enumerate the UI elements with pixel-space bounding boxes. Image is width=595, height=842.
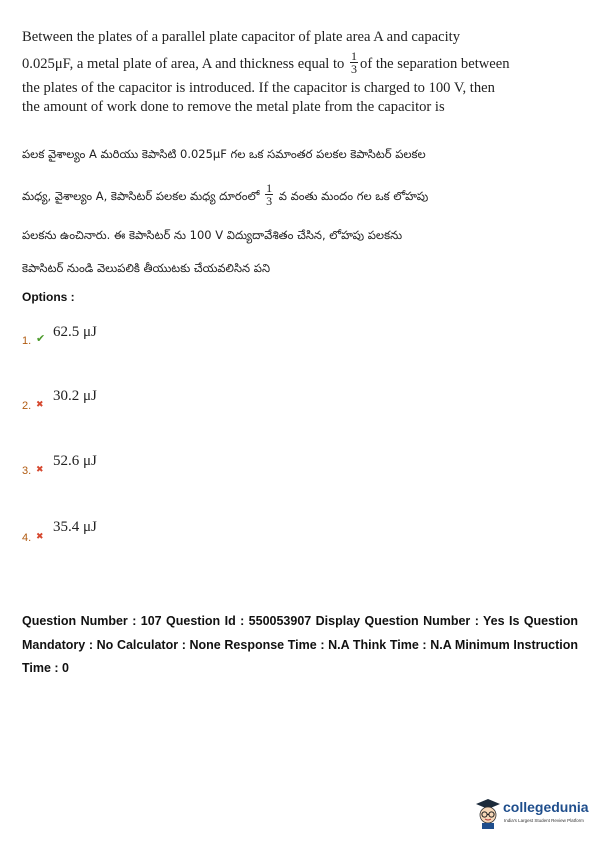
- option-number: 4.: [22, 532, 32, 544]
- option-value: 35.4 μJ: [53, 519, 97, 535]
- question-line-part: 0.025μF, a metal plate of area, A and thickness equal to: [22, 55, 345, 72]
- fraction-one-third: [265, 182, 273, 207]
- question-telugu-line: కెపాసిటర్ నుండి వెలుపలికి తీయుటకు చేయవలిసిన పని: [22, 261, 271, 275]
- option-number: 3.: [22, 465, 32, 477]
- question-telugu-line: [22, 181, 454, 209]
- question-line: Between the plates of a parallel plate capacitor of plate area A and capacity: [22, 29, 460, 45]
- cross-icon: ✖: [36, 532, 44, 542]
- checkmark-icon: ✔: [36, 332, 46, 345]
- fraction-denominator: 3: [266, 194, 273, 208]
- options-label: Options :: [22, 290, 75, 304]
- logo-brand: collegedunia: [503, 799, 589, 815]
- question-line: the amount of work done to remove the metal plate from the capacitor is: [22, 99, 445, 115]
- question-line-part: వ వంతు మందం గల ఒక లోహపు: [278, 189, 429, 203]
- question-english: [22, 28, 510, 117]
- option-value: 52.6 μJ: [53, 453, 97, 469]
- question-line-part: మధ్య, వైశాల్యం A, కెపాసిటర్ పలకల మధ్య దూరంలో: [22, 189, 260, 203]
- option-number: 2.: [22, 400, 32, 412]
- option-value: 30.2 μJ: [53, 388, 97, 404]
- question-telugu-line: పలక వైశాల్యం A మరియు కెపాసిటి 0.025μF గల ఒక సమాంతర పలకల కెపాసిటర్ పలకల: [22, 147, 426, 161]
- fraction-numerator: 1: [266, 181, 273, 195]
- metadata-line: Question Number : 107 Question Id : 550053907 Display Question Number : Yes Is Question: [22, 614, 578, 628]
- question-line-part: of the separation between: [360, 55, 510, 72]
- question-text: [22, 28, 510, 117]
- question-metadata: [22, 610, 578, 681]
- cross-icon: ✖: [36, 465, 44, 475]
- cross-icon: ✖: [36, 400, 44, 410]
- question-line: [22, 49, 510, 77]
- option-value: 62.5 μJ: [53, 324, 97, 340]
- fraction-denominator: 3: [351, 62, 358, 76]
- collegedunia-logo: [474, 797, 592, 831]
- question-line: the plates of the capacitor is introduced. If the capacitor is charged to 100 V, then: [22, 80, 495, 96]
- fraction-one-third: [350, 50, 358, 75]
- mascot-icon: [474, 797, 502, 829]
- question-telugu-line: పలకను ఉంచినారు. ఈ కెపాసిటర్ ను 100 V విద్యుదావేశితం చేసిన, లోహపు పలకను: [22, 228, 403, 242]
- metadata-line: Time : 0: [22, 661, 70, 675]
- fraction-numerator: 1: [351, 49, 358, 63]
- metadata-line: Mandatory : No Calculator : None Response Time : N.A Think Time : N.A Minimum Instruction: [22, 637, 578, 652]
- logo-tagline: India's Largest Student Review Platform: [504, 818, 584, 823]
- option-number: 1.: [22, 335, 32, 347]
